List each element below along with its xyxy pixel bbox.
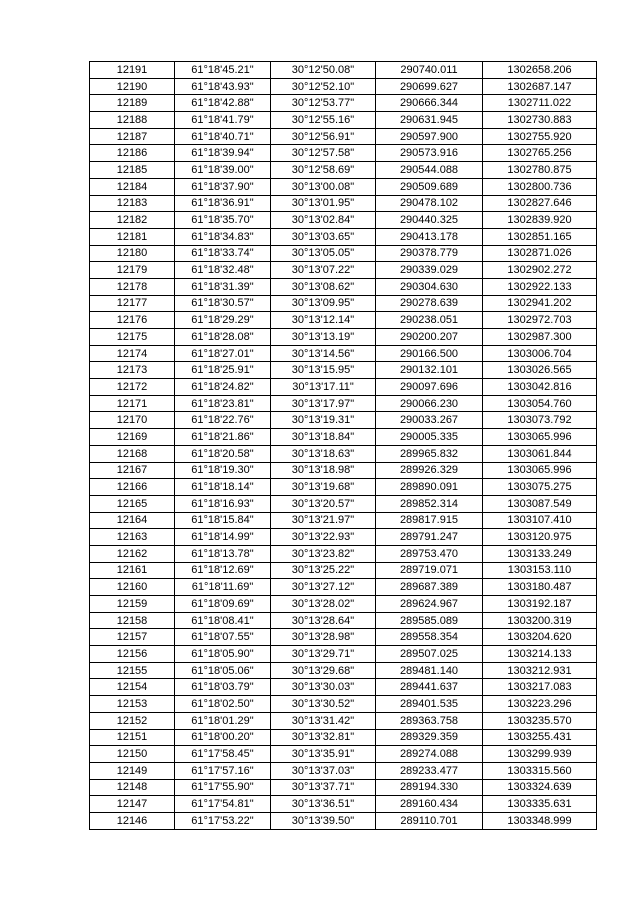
coordinate-x: 289624.967 xyxy=(376,596,483,613)
coordinate-x: 289274.088 xyxy=(376,746,483,763)
point-number: 12171 xyxy=(90,395,175,412)
coordinate-y: 1303065.996 xyxy=(483,429,597,446)
point-number: 12157 xyxy=(90,629,175,646)
longitude: 30°13'28.02" xyxy=(271,596,376,613)
point-number: 12170 xyxy=(90,412,175,429)
latitude: 61°18'23.81" xyxy=(175,395,271,412)
latitude: 61°18'02.50" xyxy=(175,696,271,713)
latitude: 61°18'34.83" xyxy=(175,228,271,245)
longitude: 30°12'55.16" xyxy=(271,112,376,129)
table-row xyxy=(90,562,597,579)
point-number: 12186 xyxy=(90,145,175,162)
table-row xyxy=(90,646,597,663)
coordinate-x: 289791.247 xyxy=(376,529,483,546)
table-row xyxy=(90,178,597,195)
point-number: 12152 xyxy=(90,712,175,729)
longitude: 30°13'15.95" xyxy=(271,362,376,379)
longitude: 30°13'32.81" xyxy=(271,729,376,746)
point-number: 12163 xyxy=(90,529,175,546)
longitude: 30°13'31.42" xyxy=(271,712,376,729)
table-row xyxy=(90,162,597,179)
latitude: 61°17'54.81" xyxy=(175,796,271,813)
coordinate-y: 1303335.631 xyxy=(483,796,597,813)
latitude: 61°18'39.94" xyxy=(175,145,271,162)
latitude: 61°18'01.29" xyxy=(175,712,271,729)
point-number: 12147 xyxy=(90,796,175,813)
coordinate-x: 290097.696 xyxy=(376,379,483,396)
point-number: 12165 xyxy=(90,495,175,512)
coordinate-y: 1303087.549 xyxy=(483,495,597,512)
coordinate-y: 1303204.620 xyxy=(483,629,597,646)
point-number: 12174 xyxy=(90,345,175,362)
latitude: 61°18'42.88" xyxy=(175,95,271,112)
latitude: 61°18'05.06" xyxy=(175,662,271,679)
table-row xyxy=(90,195,597,212)
coordinate-x: 290200.207 xyxy=(376,329,483,346)
longitude: 30°13'17.11" xyxy=(271,379,376,396)
table-row xyxy=(90,796,597,813)
coordinate-x: 290238.051 xyxy=(376,312,483,329)
coordinate-y: 1303133.249 xyxy=(483,545,597,562)
latitude: 61°18'39.00" xyxy=(175,162,271,179)
longitude: 30°13'37.71" xyxy=(271,779,376,796)
point-number: 12172 xyxy=(90,379,175,396)
coordinate-x: 290278.639 xyxy=(376,295,483,312)
coordinate-y: 1303299.939 xyxy=(483,746,597,763)
table-row xyxy=(90,545,597,562)
table-row xyxy=(90,228,597,245)
coordinate-y: 1303192.187 xyxy=(483,596,597,613)
latitude: 61°18'33.74" xyxy=(175,245,271,262)
coordinate-y: 1302839.920 xyxy=(483,212,597,229)
coordinate-y: 1303061.844 xyxy=(483,445,597,462)
coordinate-x: 290304.630 xyxy=(376,278,483,295)
coordinate-x: 290166.500 xyxy=(376,345,483,362)
table-row xyxy=(90,395,597,412)
table-row xyxy=(90,662,597,679)
longitude: 30°13'14.56" xyxy=(271,345,376,362)
latitude: 61°18'28.08" xyxy=(175,329,271,346)
latitude: 61°18'08.41" xyxy=(175,612,271,629)
coordinate-x: 289753.470 xyxy=(376,545,483,562)
table-row xyxy=(90,379,597,396)
coordinate-y: 1303054.760 xyxy=(483,395,597,412)
coordinates-table xyxy=(89,61,597,830)
coordinate-y: 1303042.816 xyxy=(483,379,597,396)
longitude: 30°13'18.63" xyxy=(271,445,376,462)
point-number: 12166 xyxy=(90,479,175,496)
coordinate-x: 290666.344 xyxy=(376,95,483,112)
point-number: 12158 xyxy=(90,612,175,629)
longitude: 30°13'29.71" xyxy=(271,646,376,663)
point-number: 12180 xyxy=(90,245,175,262)
coordinate-y: 1303180.487 xyxy=(483,579,597,596)
longitude: 30°13'12.14" xyxy=(271,312,376,329)
coordinate-y: 1302851.165 xyxy=(483,228,597,245)
latitude: 61°18'07.55" xyxy=(175,629,271,646)
coordinate-y: 1302902.272 xyxy=(483,262,597,279)
longitude: 30°13'35.91" xyxy=(271,746,376,763)
latitude: 61°18'11.69" xyxy=(175,579,271,596)
latitude: 61°18'20.58" xyxy=(175,445,271,462)
coordinate-x: 289363.758 xyxy=(376,712,483,729)
latitude: 61°18'12.69" xyxy=(175,562,271,579)
latitude: 61°18'31.39" xyxy=(175,278,271,295)
latitude: 61°18'45.21" xyxy=(175,62,271,79)
longitude: 30°13'28.64" xyxy=(271,612,376,629)
latitude: 61°18'18.14" xyxy=(175,479,271,496)
latitude: 61°18'03.79" xyxy=(175,679,271,696)
longitude: 30°13'37.03" xyxy=(271,762,376,779)
latitude: 61°17'57.16" xyxy=(175,762,271,779)
coordinate-x: 289817.915 xyxy=(376,512,483,529)
coordinate-y: 1302658.206 xyxy=(483,62,597,79)
longitude: 30°12'57.58" xyxy=(271,145,376,162)
latitude: 61°18'29.29" xyxy=(175,312,271,329)
table-row xyxy=(90,212,597,229)
table-row xyxy=(90,295,597,312)
coordinate-y: 1303217.083 xyxy=(483,679,597,696)
table-row xyxy=(90,729,597,746)
coordinate-x: 289233.477 xyxy=(376,762,483,779)
coordinate-y: 1303200.319 xyxy=(483,612,597,629)
coordinate-x: 289481.140 xyxy=(376,662,483,679)
latitude: 61°18'21.86" xyxy=(175,429,271,446)
coordinate-y: 1303065.996 xyxy=(483,462,597,479)
point-number: 12185 xyxy=(90,162,175,179)
longitude: 30°13'09.95" xyxy=(271,295,376,312)
point-number: 12190 xyxy=(90,78,175,95)
table-row xyxy=(90,512,597,529)
coordinate-y: 1302780.875 xyxy=(483,162,597,179)
longitude: 30°13'13.19" xyxy=(271,329,376,346)
coordinates-table-body xyxy=(90,62,597,830)
coordinate-y: 1303348.999 xyxy=(483,812,597,829)
coordinate-y: 1303212.931 xyxy=(483,662,597,679)
table-row xyxy=(90,746,597,763)
point-number: 12161 xyxy=(90,562,175,579)
coordinate-x: 290033.267 xyxy=(376,412,483,429)
table-row xyxy=(90,579,597,596)
coordinate-y: 1303315.560 xyxy=(483,762,597,779)
coordinate-x: 290378.779 xyxy=(376,245,483,262)
coordinate-x: 289585.089 xyxy=(376,612,483,629)
point-number: 12151 xyxy=(90,729,175,746)
coordinate-x: 290631.945 xyxy=(376,112,483,129)
table-row xyxy=(90,78,597,95)
coordinate-y: 1303214.133 xyxy=(483,646,597,663)
latitude: 61°18'36.91" xyxy=(175,195,271,212)
latitude: 61°18'00.20" xyxy=(175,729,271,746)
longitude: 30°13'17.97" xyxy=(271,395,376,412)
table-row xyxy=(90,679,597,696)
longitude: 30°13'21.97" xyxy=(271,512,376,529)
longitude: 30°12'52.10" xyxy=(271,78,376,95)
coordinate-y: 1303223.296 xyxy=(483,696,597,713)
latitude: 61°18'14.99" xyxy=(175,529,271,546)
coordinate-y: 1302987.300 xyxy=(483,329,597,346)
point-number: 12153 xyxy=(90,696,175,713)
point-number: 12162 xyxy=(90,545,175,562)
latitude: 61°17'53.22" xyxy=(175,812,271,829)
latitude: 61°18'09.69" xyxy=(175,596,271,613)
coordinate-y: 1302755.920 xyxy=(483,128,597,145)
table-row xyxy=(90,429,597,446)
coordinate-x: 289110.701 xyxy=(376,812,483,829)
table-row xyxy=(90,145,597,162)
table-row xyxy=(90,529,597,546)
coordinate-x: 290573.916 xyxy=(376,145,483,162)
latitude: 61°18'25.91" xyxy=(175,362,271,379)
coordinate-x: 289687.389 xyxy=(376,579,483,596)
coordinate-x: 289329.359 xyxy=(376,729,483,746)
coordinate-y: 1302800.736 xyxy=(483,178,597,195)
point-number: 12183 xyxy=(90,195,175,212)
coordinate-y: 1302972.703 xyxy=(483,312,597,329)
coordinate-y: 1303073.792 xyxy=(483,412,597,429)
longitude: 30°13'18.98" xyxy=(271,462,376,479)
coordinate-x: 289507.025 xyxy=(376,646,483,663)
table-row xyxy=(90,312,597,329)
longitude: 30°13'25.22" xyxy=(271,562,376,579)
table-row xyxy=(90,62,597,79)
longitude: 30°13'19.31" xyxy=(271,412,376,429)
point-number: 12182 xyxy=(90,212,175,229)
longitude: 30°13'08.62" xyxy=(271,278,376,295)
coordinate-x: 289926.329 xyxy=(376,462,483,479)
point-number: 12146 xyxy=(90,812,175,829)
coordinate-x: 289441.637 xyxy=(376,679,483,696)
point-number: 12150 xyxy=(90,746,175,763)
table-row xyxy=(90,112,597,129)
table-row xyxy=(90,712,597,729)
point-number: 12179 xyxy=(90,262,175,279)
point-number: 12188 xyxy=(90,112,175,129)
coordinate-y: 1303075.275 xyxy=(483,479,597,496)
point-number: 12148 xyxy=(90,779,175,796)
coordinate-x: 290478.102 xyxy=(376,195,483,212)
point-number: 12156 xyxy=(90,646,175,663)
point-number: 12173 xyxy=(90,362,175,379)
table-row xyxy=(90,696,597,713)
table-row xyxy=(90,345,597,362)
coordinate-y: 1303120.975 xyxy=(483,529,597,546)
latitude: 61°18'22.76" xyxy=(175,412,271,429)
table-row xyxy=(90,612,597,629)
table-row xyxy=(90,479,597,496)
coordinate-y: 1302765.256 xyxy=(483,145,597,162)
coordinate-x: 290740.011 xyxy=(376,62,483,79)
latitude: 61°18'16.93" xyxy=(175,495,271,512)
coordinate-y: 1303255.431 xyxy=(483,729,597,746)
point-number: 12149 xyxy=(90,762,175,779)
longitude: 30°13'19.68" xyxy=(271,479,376,496)
table-row xyxy=(90,128,597,145)
coordinate-y: 1303153.110 xyxy=(483,562,597,579)
longitude: 30°13'30.52" xyxy=(271,696,376,713)
table-row xyxy=(90,245,597,262)
longitude: 30°12'50.08" xyxy=(271,62,376,79)
longitude: 30°13'01.95" xyxy=(271,195,376,212)
coordinate-x: 289890.091 xyxy=(376,479,483,496)
table-row xyxy=(90,762,597,779)
coordinate-y: 1303235.570 xyxy=(483,712,597,729)
longitude: 30°13'02.84" xyxy=(271,212,376,229)
longitude: 30°13'20.57" xyxy=(271,495,376,512)
coordinate-y: 1302827.646 xyxy=(483,195,597,212)
longitude: 30°13'28.98" xyxy=(271,629,376,646)
latitude: 61°18'35.70" xyxy=(175,212,271,229)
table-row xyxy=(90,278,597,295)
longitude: 30°12'56.91" xyxy=(271,128,376,145)
latitude: 61°18'24.82" xyxy=(175,379,271,396)
table-row xyxy=(90,362,597,379)
longitude: 30°13'29.68" xyxy=(271,662,376,679)
point-number: 12167 xyxy=(90,462,175,479)
coordinate-x: 289719.071 xyxy=(376,562,483,579)
table-row xyxy=(90,629,597,646)
point-number: 12176 xyxy=(90,312,175,329)
coordinate-x: 290544.088 xyxy=(376,162,483,179)
point-number: 12177 xyxy=(90,295,175,312)
coordinate-x: 289852.314 xyxy=(376,495,483,512)
point-number: 12187 xyxy=(90,128,175,145)
table-row xyxy=(90,812,597,829)
coordinate-y: 1303026.565 xyxy=(483,362,597,379)
table-row xyxy=(90,445,597,462)
latitude: 61°18'37.90" xyxy=(175,178,271,195)
table-row xyxy=(90,412,597,429)
point-number: 12159 xyxy=(90,596,175,613)
coordinate-y: 1302711.022 xyxy=(483,95,597,112)
point-number: 12155 xyxy=(90,662,175,679)
longitude: 30°12'53.77" xyxy=(271,95,376,112)
coordinate-x: 289160.434 xyxy=(376,796,483,813)
coordinate-x: 290699.627 xyxy=(376,78,483,95)
coordinate-y: 1302922.133 xyxy=(483,278,597,295)
longitude: 30°13'03.65" xyxy=(271,228,376,245)
coordinate-x: 290509.689 xyxy=(376,178,483,195)
table-row xyxy=(90,779,597,796)
latitude: 61°18'05.90" xyxy=(175,646,271,663)
latitude: 61°18'40.71" xyxy=(175,128,271,145)
table-row xyxy=(90,462,597,479)
point-number: 12160 xyxy=(90,579,175,596)
coordinate-y: 1302687.147 xyxy=(483,78,597,95)
longitude: 30°13'39.50" xyxy=(271,812,376,829)
point-number: 12178 xyxy=(90,278,175,295)
coordinate-x: 289194.330 xyxy=(376,779,483,796)
coordinate-y: 1303324.639 xyxy=(483,779,597,796)
longitude: 30°13'18.84" xyxy=(271,429,376,446)
longitude: 30°13'00.08" xyxy=(271,178,376,195)
latitude: 61°18'32.48" xyxy=(175,262,271,279)
point-number: 12168 xyxy=(90,445,175,462)
latitude: 61°18'43.93" xyxy=(175,78,271,95)
point-number: 12191 xyxy=(90,62,175,79)
longitude: 30°12'58.69" xyxy=(271,162,376,179)
coordinate-x: 289965.832 xyxy=(376,445,483,462)
latitude: 61°18'15.84" xyxy=(175,512,271,529)
point-number: 12175 xyxy=(90,329,175,346)
coordinate-x: 289401.535 xyxy=(376,696,483,713)
table-row xyxy=(90,596,597,613)
latitude: 61°17'55.90" xyxy=(175,779,271,796)
point-number: 12169 xyxy=(90,429,175,446)
coordinate-x: 290066.230 xyxy=(376,395,483,412)
coordinate-y: 1302871.026 xyxy=(483,245,597,262)
longitude: 30°13'30.03" xyxy=(271,679,376,696)
point-number: 12189 xyxy=(90,95,175,112)
table-row xyxy=(90,329,597,346)
table-row xyxy=(90,495,597,512)
coordinate-x: 290597.900 xyxy=(376,128,483,145)
latitude: 61°18'19.30" xyxy=(175,462,271,479)
coordinate-y: 1303006.704 xyxy=(483,345,597,362)
coordinate-y: 1302730.883 xyxy=(483,112,597,129)
coordinate-x: 290132.101 xyxy=(376,362,483,379)
latitude: 61°17'58.45" xyxy=(175,746,271,763)
point-number: 12181 xyxy=(90,228,175,245)
longitude: 30°13'23.82" xyxy=(271,545,376,562)
latitude: 61°18'41.79" xyxy=(175,112,271,129)
longitude: 30°13'27.12" xyxy=(271,579,376,596)
longitude: 30°13'07.22" xyxy=(271,262,376,279)
table-row xyxy=(90,95,597,112)
coordinate-x: 290005.335 xyxy=(376,429,483,446)
latitude: 61°18'30.57" xyxy=(175,295,271,312)
coordinate-x: 290440.325 xyxy=(376,212,483,229)
longitude: 30°13'05.05" xyxy=(271,245,376,262)
latitude: 61°18'13.78" xyxy=(175,545,271,562)
point-number: 12184 xyxy=(90,178,175,195)
coordinate-x: 290339.029 xyxy=(376,262,483,279)
coordinate-x: 289558.354 xyxy=(376,629,483,646)
latitude: 61°18'27.01" xyxy=(175,345,271,362)
coordinate-x: 290413.178 xyxy=(376,228,483,245)
coordinate-y: 1303107.410 xyxy=(483,512,597,529)
coordinate-y: 1302941.202 xyxy=(483,295,597,312)
longitude: 30°13'22.93" xyxy=(271,529,376,546)
point-number: 12164 xyxy=(90,512,175,529)
longitude: 30°13'36.51" xyxy=(271,796,376,813)
point-number: 12154 xyxy=(90,679,175,696)
table-row xyxy=(90,262,597,279)
